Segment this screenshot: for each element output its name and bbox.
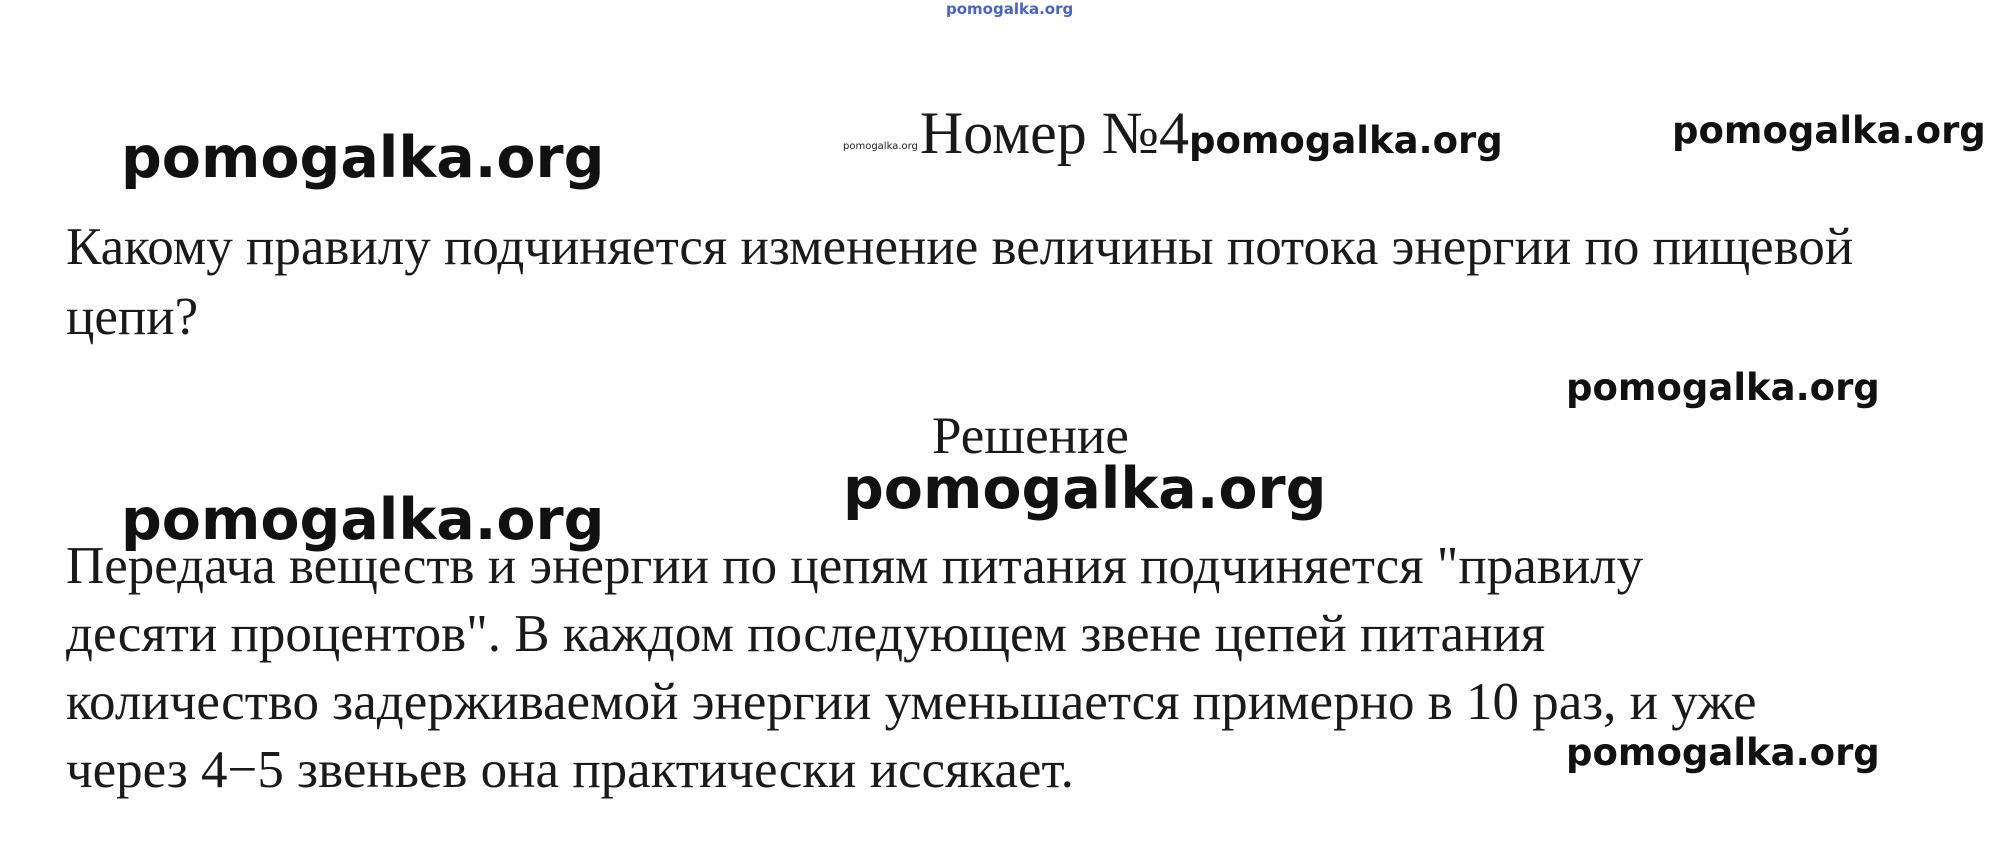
title-small-watermark: pomogalka.org xyxy=(843,141,918,152)
watermark-left-upper: pomogalka.org xyxy=(121,125,605,191)
title-row xyxy=(843,100,1503,166)
answer-line: Передача веществ и энергии по цепям питания подчиняется "правилу xyxy=(66,537,1644,595)
solution-heading: Решение xyxy=(932,407,1129,465)
top-watermark: pomogalka.org xyxy=(946,0,1074,18)
answer-line: количество задерживаемой энергии уменьшается примерно в 10 раз, и уже xyxy=(66,673,1757,731)
question-text: Какому правилу подчиняется изменение величины потока энергии по пищевой цепи? xyxy=(66,218,1854,346)
watermark-right-upper: pomogalka.org xyxy=(1672,109,1986,152)
watermark-left-middle: pomogalka.org xyxy=(121,487,605,553)
answer-line: десяти процентов". В каждом последующем звене цепей питания xyxy=(66,605,1546,663)
watermark-right-lower: pomogalka.org xyxy=(1566,731,1880,774)
watermark-right-middle: pomogalka.org xyxy=(1566,366,1880,409)
watermark-after-title: pomogalka.org xyxy=(1188,119,1503,162)
watermark-center-middle: pomogalka.org xyxy=(843,456,1327,522)
answer-line: через 4−5 звеньев она практически иссякает. xyxy=(66,741,1074,799)
page-title: Номер №4 xyxy=(919,100,1189,166)
